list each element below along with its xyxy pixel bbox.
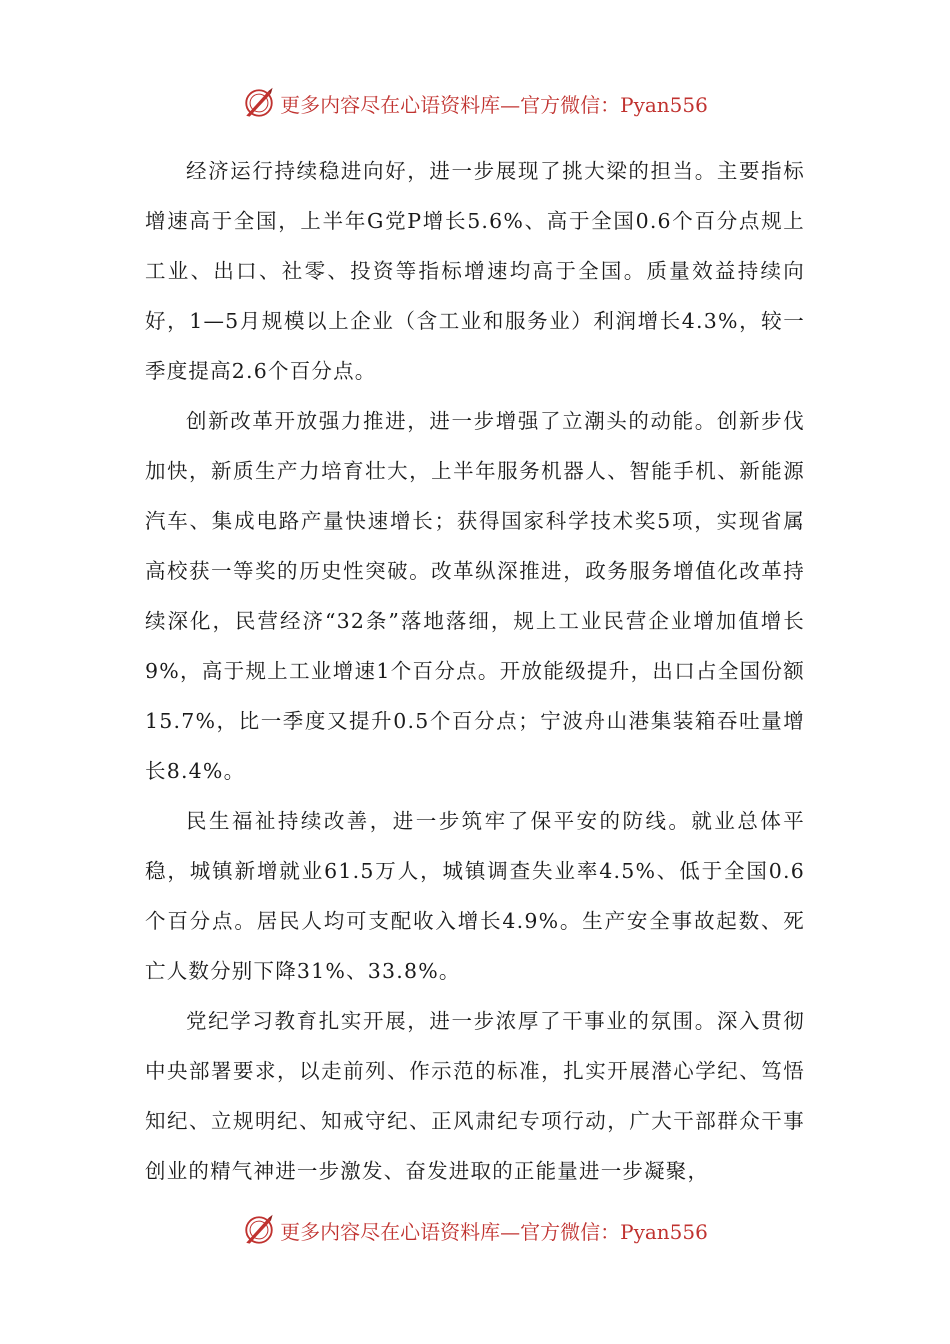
paragraph-discipline: 党纪学习教育扎实开展，进一步浓厚了干事业的氛围。深入贯彻中央部署要求，以走前列、作示范的标准，扎实开展潜心学纪、笃悟知纪、立规明纪、知戒守纪、正风肃纪专项行动，广大干部群众干事创业的精气神进一步激发、奋发进取的正能量进一步凝聚，: [145, 1009, 805, 1183]
paragraph-innovation: 创新改革开放强力推进，进一步增强了立潮头的动能。创新步伐加快，新质生产力培育壮大，上半年服务机器人、智能手机、新能源汽车、集成电路产量快速增长；获得国家科学技术奖5项，实现省属高校获一等奖的历史性突破。改革纵深推进，政务服务增值化改革持续深化，民营经济“32条”落地落细，规上工业民营企业增加值增长9%，高于规上工业增速1个百分点。开放能级提升，出口占全国份额15.7%，比一季度又提升0.5个百分点；宁波舟山港集装箱吞吐量增长8.4%。: [145, 409, 805, 783]
banner-text: 更多内容尽在心语资料库—官方微信：Pyan556: [280, 92, 708, 117]
quill-pen-logo-icon: [242, 86, 276, 120]
quill-pen-logo-icon: [242, 1213, 276, 1247]
footer-banner: [0, 1208, 950, 1252]
paragraph-livelihood: 民生福祉持续改善，进一步筑牢了保平安的防线。就业总体平稳，城镇新增就业61.5万人，城镇调查失业率4.5%、低于全国0.6个百分点。居民人均可支配收入增长4.9%。生产安全事故起数、死亡人数分别下降31%、33.8%。: [145, 809, 805, 983]
paragraph-economy: 经济运行持续稳进向好，进一步展现了挑大梁的担当。主要指标增速高于全国，上半年G党P增长5.6%、高于全国0.6个百分点规上工业、出口、社零、投资等指标增速均高于全国。质量效益持续向好，1—5月规模以上企业（含工业和服务业）利润增长4.3%，较一季度提高2.6个百分点。: [145, 159, 805, 383]
article-body: [145, 146, 805, 1196]
header-banner: [0, 81, 950, 125]
banner-text: 更多内容尽在心语资料库—官方微信：Pyan556: [280, 1219, 708, 1244]
